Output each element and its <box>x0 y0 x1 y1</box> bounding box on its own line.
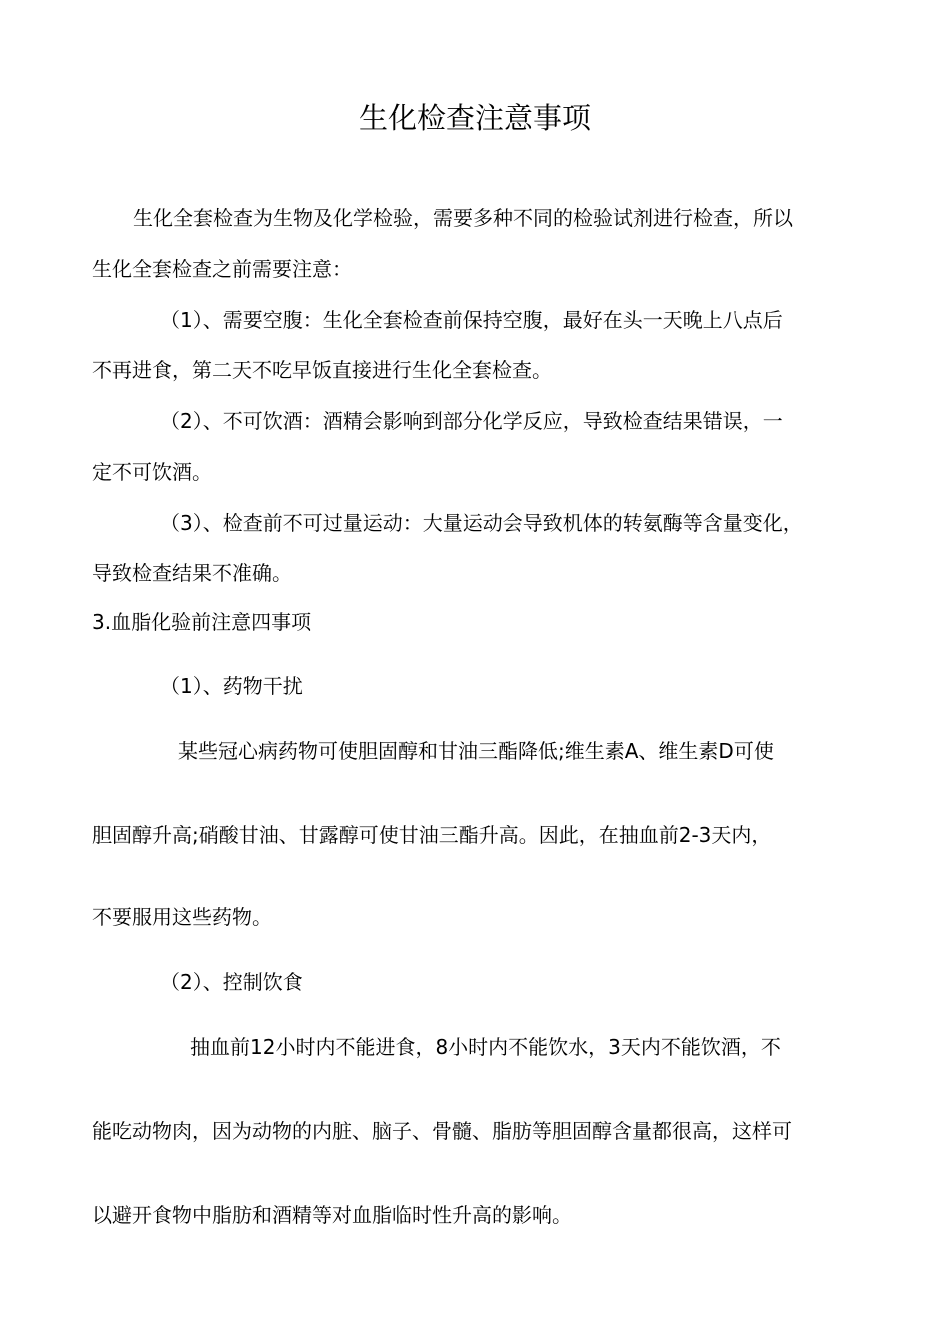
section3-item-2-body-line-2: 能吃动物肉，因为动物的内脏、脑子、骨髓、脂肪等胆固醇含量都很高，这样可 <box>92 1119 792 1143</box>
intro-line-2: 生化全套检查之前需要注意： <box>92 257 352 281</box>
biochem-item-1-line-2: 不再进食，第二天不吃早饭直接进行生化全套检查。 <box>92 358 552 382</box>
section3-item-2-body-line-3: 以避开食物中脂肪和酒精等对血脂临时性升高的影响。 <box>92 1203 572 1227</box>
section3-item-1-body-line-1: 某些冠心病药物可使胆固醇和甘油三酯降低;维生素A、维生素D可使 <box>178 739 774 763</box>
section3-item-1-heading: （1）、药物干扰 <box>160 674 303 698</box>
section3-item-2-heading: （2）、控制饮食 <box>160 970 303 994</box>
section3-item-1-body-line-2: 胆固醇升高;硝酸甘油、甘露醇可使甘油三酯升高。因此，在抽血前2-3天内， <box>92 823 772 847</box>
section3-heading: 3.血脂化验前注意四事项 <box>92 610 312 634</box>
biochem-item-2-line-1: （2）、不可饮酒：酒精会影响到部分化学反应，导致检查结果错误，一 <box>160 409 783 433</box>
section3-item-1-body-line-3: 不要服用这些药物。 <box>92 905 272 929</box>
biochem-item-1-line-1: （1）、需要空腹：生化全套检查前保持空腹，最好在头一天晚上八点后 <box>160 308 783 332</box>
document-title: 生化检查注意事项 <box>358 101 591 135</box>
biochem-item-2-line-2: 定不可饮酒。 <box>92 460 212 484</box>
biochem-item-3-line-2: 导致检查结果不准确。 <box>92 561 292 585</box>
biochem-item-3-line-1: （3）、检查前不可过量运动：大量运动会导致机体的转氨酶等含量变化， <box>160 511 803 535</box>
intro-line-1: 生化全套检查为生物及化学检验，需要多种不同的检验试剂进行检查，所以 <box>133 206 793 230</box>
section3-item-2-body-line-1: 抽血前12小时内不能进食，8小时内不能饮水，3天内不能饮酒，不 <box>190 1035 781 1059</box>
